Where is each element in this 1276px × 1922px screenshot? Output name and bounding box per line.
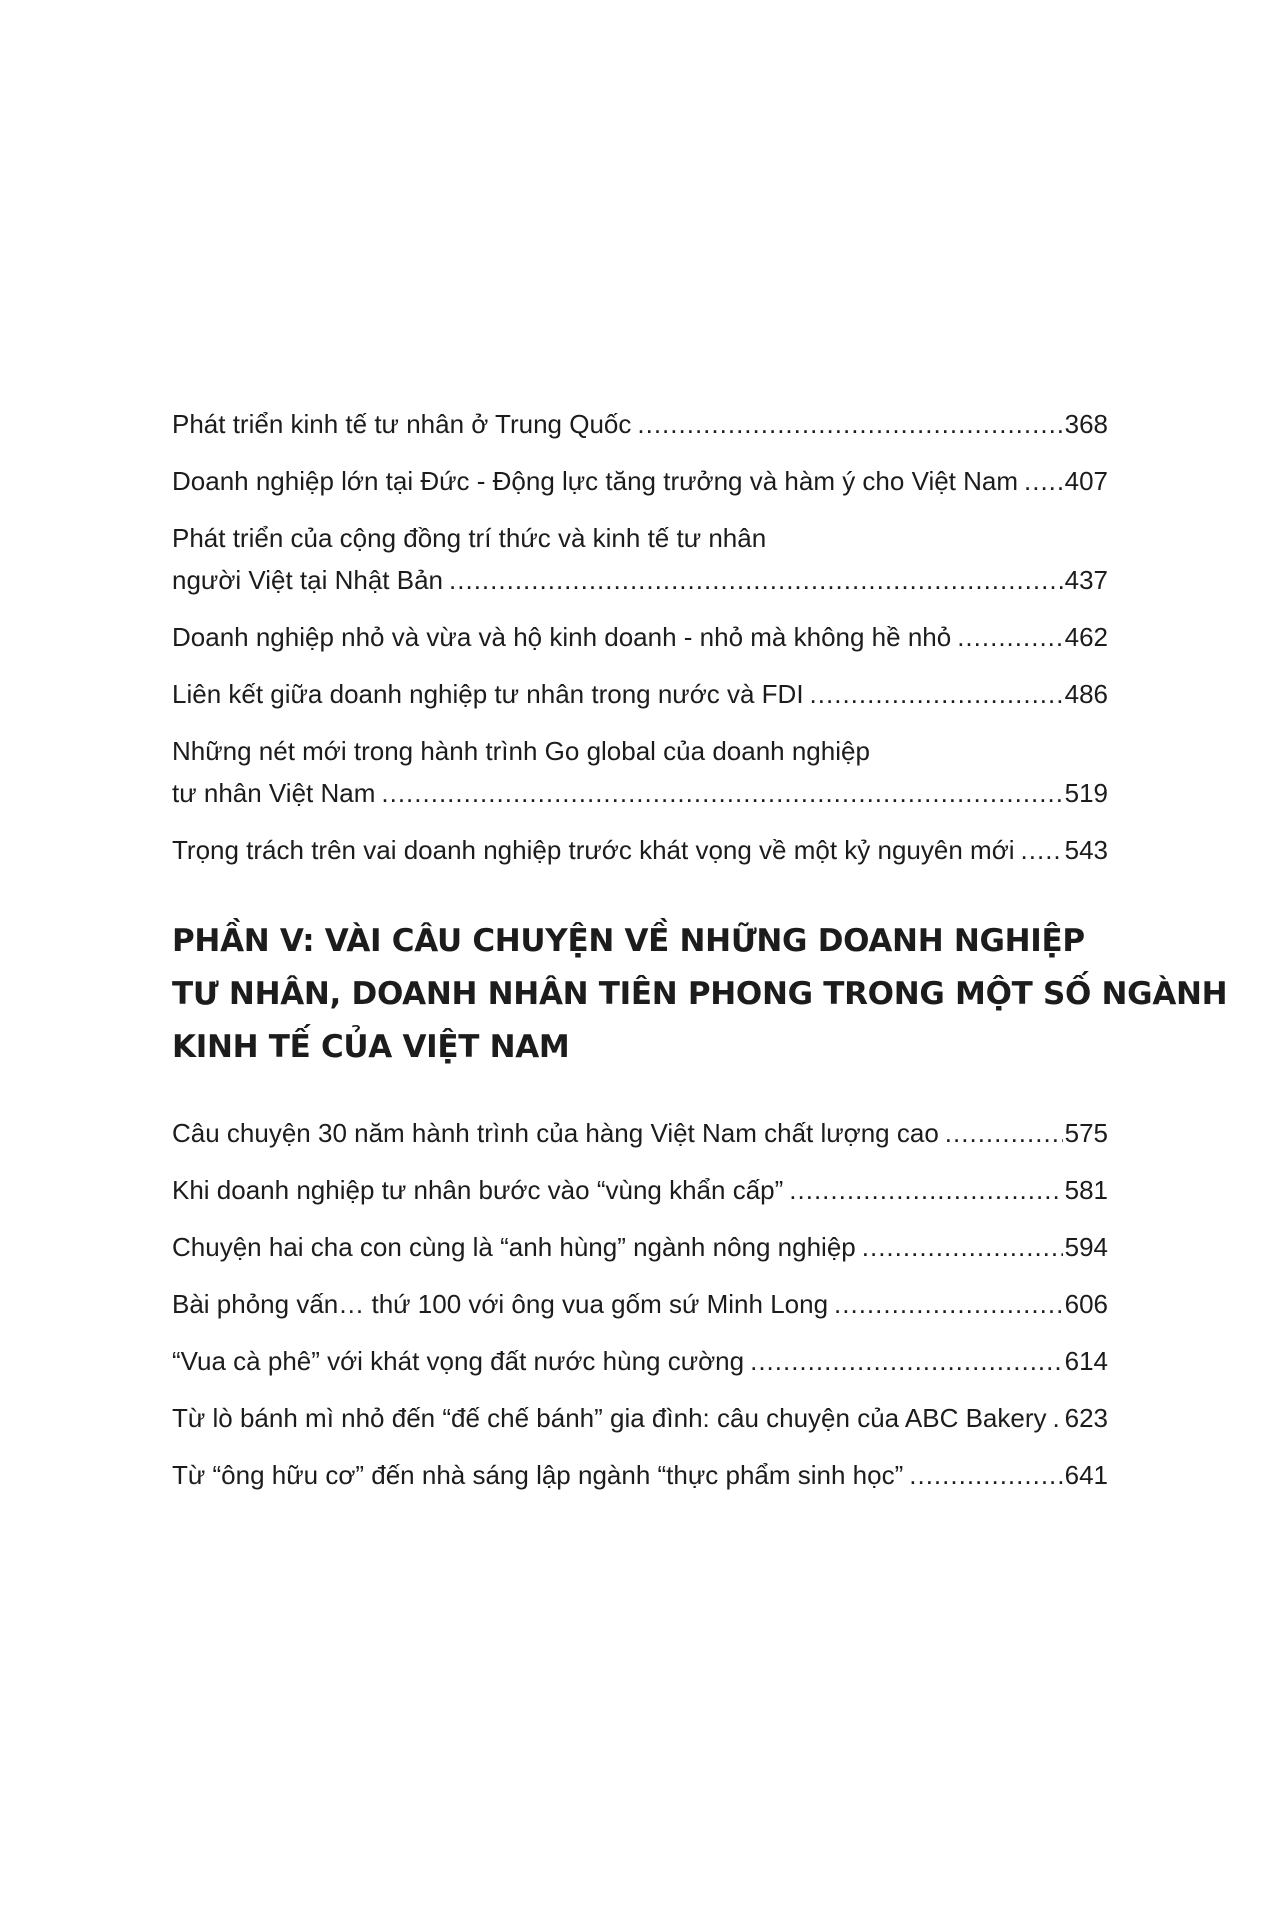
toc-page-number: 594: [1064, 1232, 1108, 1262]
toc-page-number: 368: [1064, 409, 1108, 439]
leader-dots: [449, 559, 1063, 601]
toc-line: [172, 559, 1108, 601]
toc-line: [172, 1112, 1108, 1154]
toc-line: [172, 1340, 1108, 1382]
part-heading-line: PHẦN V: VÀI CÂU CHUYỆN VỀ NHỮNG DOANH NGHIỆP: [172, 923, 1085, 959]
toc-entry-title: “Vua cà phê” với khát vọng đất nước hùng cường: [172, 1346, 745, 1376]
leader-dots: [637, 403, 1062, 445]
leader-dots: [945, 1112, 1063, 1154]
toc-entry-title: Câu chuyện 30 năm hành trình của hàng Việt Nam chất lượng cao: [172, 1118, 939, 1148]
toc-entry-title: Bài phỏng vấn… thứ 100 với ông vua gốm sứ Minh Long: [172, 1289, 829, 1319]
toc-page-number: 581: [1064, 1175, 1108, 1205]
toc-line: [172, 1397, 1108, 1439]
toc-page-number: 407: [1064, 466, 1108, 496]
toc-page-number: 641: [1064, 1460, 1108, 1490]
toc-entry-title: Phát triển kinh tế tư nhân ở Trung Quốc: [172, 409, 632, 439]
part-heading-line: TƯ NHÂN, DOANH NHÂN TIÊN PHONG TRONG MỘT SỐ NGÀNH: [172, 976, 1228, 1012]
toc-entry[interactable]: [172, 1226, 1108, 1268]
toc-section-part4: [172, 403, 1108, 871]
toc-line: [172, 616, 1108, 658]
toc-page-number: 462: [1064, 622, 1108, 652]
toc-entry-title: Trọng trách trên vai doanh nghiệp trước khát vọng về một kỷ nguyên mới: [172, 835, 1015, 865]
part-heading-line: KINH TẾ CỦA VIỆT NAM: [172, 1029, 570, 1065]
toc-entry[interactable]: [172, 1454, 1108, 1496]
toc-entry-title: Doanh nghiệp lớn tại Đức - Động lực tăng trưởng và hàm ý cho Việt Nam: [172, 466, 1019, 496]
toc-entry-title: Từ “ông hữu cơ” đến nhà sáng lập ngành “thực phẩm sinh học”: [172, 1460, 904, 1490]
leader-dots: [1024, 460, 1063, 502]
leader-dots: [381, 772, 1062, 814]
toc-entry[interactable]: [172, 730, 1108, 814]
toc-line: [172, 403, 1108, 445]
toc-entry-title: Từ lò bánh mì nhỏ đến “đế chế bánh” gia đình: câu chuyện của ABC Bakery: [172, 1403, 1047, 1433]
leader-dots: [909, 1454, 1062, 1496]
toc-entry[interactable]: [172, 460, 1108, 502]
toc-line: [172, 673, 1108, 715]
leader-dots: [789, 1169, 1062, 1211]
toc-page-number: 519: [1064, 778, 1108, 808]
leader-dots: [750, 1340, 1063, 1382]
leader-dots: [1021, 829, 1063, 871]
toc-entry-title-line1: Phát triển của cộng đồng trí thức và kinh tế tư nhân: [172, 523, 767, 553]
toc-entry[interactable]: [172, 616, 1108, 658]
toc-entry-title-line2: tư nhân Việt Nam: [172, 778, 376, 808]
toc-page-number: 486: [1064, 679, 1108, 709]
toc-line: [172, 1454, 1108, 1496]
toc-entry-title: Khi doanh nghiệp tư nhân bước vào “vùng khẩn cấp”: [172, 1175, 784, 1205]
toc-line: [172, 772, 1108, 814]
toc-entry[interactable]: [172, 673, 1108, 715]
toc-line: [172, 460, 1108, 502]
toc-entry[interactable]: [172, 403, 1108, 445]
toc-line: [172, 1226, 1108, 1268]
toc-page-number: 543: [1064, 835, 1108, 865]
toc-entry[interactable]: [172, 517, 1108, 601]
toc-entry-title: Doanh nghiệp nhỏ và vừa và hộ kinh doanh - nhỏ mà không hề nhỏ: [172, 622, 952, 652]
toc-page-number: 623: [1064, 1403, 1108, 1433]
toc-page-number: 437: [1064, 565, 1108, 595]
toc-entry-title: Liên kết giữa doanh nghiệp tư nhân trong nước và FDI: [172, 679, 804, 709]
toc-line: [172, 1169, 1108, 1211]
leader-dots: [1053, 1397, 1063, 1439]
toc-line: [172, 1283, 1108, 1325]
toc-page-number: 606: [1064, 1289, 1108, 1319]
toc-entry[interactable]: [172, 1112, 1108, 1154]
toc-section-part5: [172, 1112, 1108, 1496]
leader-dots: [862, 1226, 1063, 1268]
toc-page-number: 614: [1064, 1346, 1108, 1376]
toc-page-number: 575: [1064, 1118, 1108, 1148]
toc-entry[interactable]: [172, 829, 1108, 871]
toc-entry[interactable]: [172, 1340, 1108, 1382]
leader-dots: [834, 1283, 1063, 1325]
toc-entry-title-line1: Những nét mới trong hành trình Go global của doanh nghiệp: [172, 736, 870, 766]
toc-entry[interactable]: [172, 1169, 1108, 1211]
toc-entry-title-line2: người Việt tại Nhật Bản: [172, 565, 444, 595]
toc-entry[interactable]: [172, 1397, 1108, 1439]
toc-entry-title: Chuyện hai cha con cùng là “anh hùng” ngành nông nghiệp: [172, 1232, 856, 1262]
part-heading: [172, 915, 1228, 1074]
leader-dots: [957, 616, 1062, 658]
table-of-contents: [172, 403, 1228, 1511]
leader-dots: [810, 673, 1063, 715]
toc-entry[interactable]: [172, 1283, 1108, 1325]
toc-line: [172, 829, 1108, 871]
